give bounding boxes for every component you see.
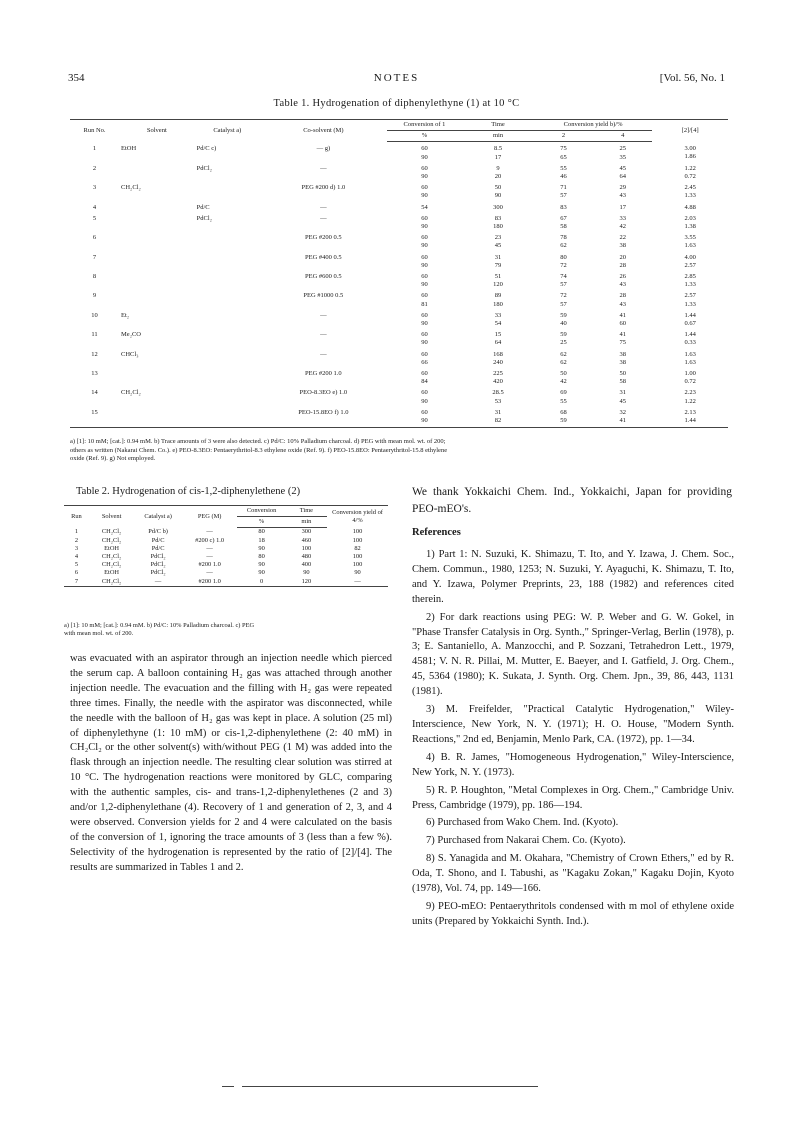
table-row: 2 CH₂Cl₂ Pd/C #200 c) 1.0 18 460 100 bbox=[74, 536, 363, 544]
table-row: 3 EtOH Pd/C — 90 100 82 bbox=[74, 544, 361, 552]
table-row: 4 CH₂Cl₂ PdCl₂ — 80 480 100 bbox=[74, 553, 363, 561]
table-row: 9 PEG #1000 0.5 60 81 89 180 72 57 28 43 2.57 1.33 bbox=[92, 292, 696, 308]
table-row: 14 CH₂Cl₂ PEO-8.3EO e) 1.0 60 90 28.5 53 69 55 31 45 2.23 1.22 bbox=[91, 389, 696, 405]
t2-header-solvent: Solvent bbox=[89, 506, 135, 528]
table1-footnotes bbox=[70, 438, 728, 464]
t2-header-run: Run bbox=[64, 506, 89, 528]
end-divider bbox=[242, 1086, 538, 1087]
t1-header-yield4: 4 bbox=[593, 131, 652, 142]
t1-header-yield-group: Conversion yield b)/% bbox=[534, 120, 653, 131]
t2-header-peg: PEG (M) bbox=[182, 506, 238, 528]
t1-header-conversion: Conversion of 1 bbox=[387, 120, 463, 131]
table-row: 13 PEG #200 1.0 60 84 225 420 50 42 50 58 1.00 0.72 bbox=[91, 370, 696, 386]
table-row: 12 CHCl₃ — 60 66 168 240 62 62 38 38 1.63 1.63 bbox=[91, 350, 696, 366]
t2-header-catalyst: Catalyst a) bbox=[134, 506, 181, 528]
t1-header-solvent: Solvent bbox=[119, 120, 195, 142]
table-row: 8 PEG #600 0.5 60 90 51 120 74 57 26 43 2.85 1.33 bbox=[92, 273, 696, 289]
t1-header-time: Time bbox=[462, 120, 534, 131]
t2-header-conversion-unit: % bbox=[237, 517, 285, 528]
table-row: 5 CH₂Cl₂ PdCl₂ #200 1.0 90 400 100 bbox=[74, 561, 363, 569]
t2-footnote-line: with mean mol. wt. of 200. bbox=[64, 630, 134, 638]
table-row: 5 PdCl₂ — 60 90 83 180 67 58 33 42 2.03 1.38 bbox=[92, 214, 696, 231]
t1-footnote-line: oxide (Ref. 9). g) Not employed. bbox=[70, 455, 156, 462]
table-row: 10 Et₂ — 60 90 33 54 59 40 41 60 1.44 0.67 bbox=[91, 311, 696, 328]
table-row: 11 Me₂CO — 60 90 15 64 59 25 41 75 1.44 0.33 bbox=[91, 331, 696, 347]
t1-header-time-unit: min bbox=[462, 131, 534, 142]
table2-title: Table 2. Hydrogenation of cis-1,2-diphenylethene (2) bbox=[76, 486, 301, 497]
t1-header-yield2: 2 bbox=[534, 131, 593, 142]
table-row: 4 Pd/C — 54 300 83 17 4.88 bbox=[92, 203, 696, 211]
t2-header-time-unit: min bbox=[286, 517, 327, 528]
t1-header-conversion-unit: % bbox=[387, 131, 463, 142]
table-row: 6 EtOH PdCl₂ — 90 90 90 bbox=[74, 569, 361, 577]
reference-item: 4) B. R. James, "Homogeneous Hydrogenation," Wiley-Interscience, New York, N. Y. (1973). bbox=[412, 751, 734, 778]
page-number: 354 bbox=[68, 72, 85, 84]
references-list bbox=[412, 548, 734, 933]
reference-item: 5) R. P. Houghton, "Metal Complexes in Org. Chem.," Cambridge Univ. Press, Cambridge (1979), pp. 186—194. bbox=[412, 784, 734, 811]
reference-item: 2) For dark reactions using PEG: W. P. Weber and G. W. Gokel, in "Phase Transfer Catalysis in Org. Synth.," Springer-Verlag, Berlin (1978), p. 3; E. Santaniello, A. Manzocchi, and P. Sozzani, Tetrahedron Lett., 1979, 4581; V. N. R. Pillai, M. Mutter, E. Baeyer, and I. Gatfield, J. Org. Chem., 45, 5364 (1980); K. Sukata, J. Synth. Org. Chem. Jpn., 39, 86, 443, 1131 (1981). bbox=[412, 611, 734, 698]
table-row: 3 CH₂Cl₂ PEG #200 d) 1.0 60 90 50 90 71 57 29 43 2.45 1.33 bbox=[92, 184, 696, 200]
table2 bbox=[64, 505, 388, 587]
reference-item: 3) M. Freifelder, "Practical Catalytic Hydrogenation," Wiley-Interscience, New York, N. Y. (1971); H. O. House, "Modern Synth. Reactions," 2nd ed, Benjamin, Menlo Park, CA. (1972), pp. 1—34. bbox=[412, 704, 734, 745]
references-heading: References bbox=[412, 527, 461, 538]
table-row: 7 PEG #400 0.5 60 90 31 79 80 72 20 28 4.00 2.57 bbox=[92, 253, 696, 269]
table1 bbox=[70, 119, 728, 428]
t1-header-cosolvent: Co-solvent (M) bbox=[260, 120, 387, 142]
reference-item: 8) S. Yanagida and M. Okahara, "Chemistry of Crown Ethers," ed by R. Oda, T. Shono, and I. Tabushi, as "Kagaku Zokan," Kagaku Dojin, Kyoto (1978), Vol. 74, pp. 149—166. bbox=[412, 853, 734, 895]
t1-header-catalyst: Catalyst a) bbox=[195, 120, 260, 142]
table-row: 6 PEG #200 0.5 60 90 23 45 78 62 22 38 3.55 1.63 bbox=[92, 234, 696, 250]
table-row: 1 CH₂Cl₂ Pd/C b) — 80 300 100 bbox=[74, 528, 363, 536]
table-row: 2 PdCl₂ — 60 90 9 20 55 46 45 64 1.22 0.72 bbox=[92, 164, 696, 181]
t1-header-run: Run No. bbox=[70, 120, 119, 142]
t1-footnote-line: others as written (Nakarai Chem. Co.). e) PEO-8.3EO: Pentaerythritol-8.3 ethylene oxide (Ref. 9). f) PEO-15.8EO: Pentaerythritol-15.8 ethylene bbox=[70, 446, 448, 454]
acknowledgement: We thank Yokkaichi Chem. Ind., Yokkaichi, Japan for providing PEO-mEO's. bbox=[412, 486, 732, 515]
table1-title: Table 1. Hydrogenation of diphenylethyne (1) at 10 °C bbox=[273, 98, 520, 109]
table2-footnotes bbox=[64, 622, 388, 639]
t2-header-time: Time bbox=[286, 506, 327, 517]
table-row: 7 CH₂Cl₂ — #200 1.0 0 120 — bbox=[64, 578, 388, 587]
reference-item: 1) Part 1: N. Suzuki, K. Shimazu, T. Ito, and Y. Izawa, J. Chem. Soc., Chem. Commun., 1980, 1253; N. Suzuki, Y. Ayaguchi, K. Shimazu, T. Ito, and Y. Izawa, Polymer Preprints, 23, 188 (1982) and references cited therein. bbox=[412, 549, 734, 605]
t2-header-yield: Conversion yield of 4/% bbox=[327, 506, 388, 528]
body-paragraph: was evacuated with an aspirator through an injection needle which pierced the serum cap. A balloon containing H₂ gas was attached through another injection needle. The evacuation and the filling with H₂ gas were repeated three times. Finally, the needle with the aspirator was disconnected, while the needle with the balloon of H₂ gas was kept in place. A solution (25 ml) of diphenylethyne (1: 10 mM) or cis-1,2-diphenylethene (2: 40 mM) in CH₂Cl₂ or the other solvent(s) with/without PEG (1 M) was added into the flask through an injection needle. The resulting clear solution was stirred at 10 °C. The hydrogenation reactions were monitored by GLC, comparing with the authentic samples, cis- and trans-1,2-diphenylethenes (2 and 3) and/or 1,2-diphenylethane (4). Recovery of 1 and generation of 2, 3, and 4 were observed. Conversion yields for 2 and 4 were calculated on the basis of the conversion of 1, ignoring the trace amounts of 3 (less than a few %). Selectivity of the hydrogenation is represented by the ratio of [2]/[4]. The results are summarized in Tables 1 and 2. bbox=[70, 653, 392, 873]
table-row: 15 PEO-15.8EO f) 1.0 60 90 31 82 68 59 32 41 2.13 1.44 bbox=[70, 406, 728, 428]
t1-header-ratio: [2]/[4] bbox=[652, 120, 728, 142]
t2-header-conversion: Conversion bbox=[237, 506, 285, 517]
end-divider-short bbox=[222, 1086, 234, 1087]
t1-footnote-line: a) [1]: 10 mM; [cat.]: 0.94 mM. b) Trace amounts of 3 were also detected. c) Pd/C: 10% Palladium charcoal. d) PEG with mean mol. wt. of 200; bbox=[70, 438, 446, 445]
running-section-title: NOTES bbox=[373, 72, 420, 84]
reference-item: 6) Purchased from Wako Chem. Ind. (Kyoto). bbox=[426, 817, 619, 829]
volume-label: [Vol. 56, No. 1 bbox=[659, 72, 725, 84]
table-row: 1 EtOH Pd/C c) — g) 60 90 8.5 17 75 65 25 35 3.00 1.86 bbox=[92, 144, 696, 161]
reference-item: 7) Purchased from Nakarai Chem. Co. (Kyoto). bbox=[426, 835, 626, 847]
t2-footnote-line: a) [1]: 10 mM; [cat.]: 0.94 mM. b) Pd/C: 10% Palladium charcoal. c) PEG bbox=[64, 622, 255, 629]
reference-item: 9) PEO-mEO: Pentaerythritols condensed with m mol of ethylene oxide units (Prepared by Yokkaichi Synth. Ind.). bbox=[412, 900, 734, 927]
